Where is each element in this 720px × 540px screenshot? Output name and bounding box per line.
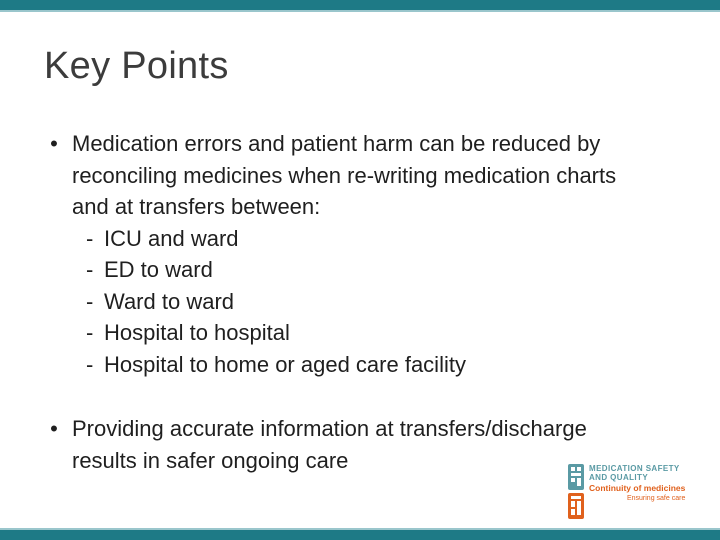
bullet-text-line: Medication errors and patient harm can be reduced by [72, 131, 601, 156]
bullet-text-line: reconciling medicines when re-writing medication charts [72, 162, 617, 188]
logo-text [589, 464, 685, 503]
logo-mark-icon [565, 462, 587, 522]
bullet-text-line: Providing accurate information at transfers/discharge [72, 416, 587, 441]
sub-list-item [44, 286, 684, 318]
bullet-text-line: results in safer ongoing care [72, 447, 349, 473]
slide-body [44, 128, 684, 476]
sub-item-label: Ward to ward [104, 288, 235, 314]
sub-item-label: ICU and ward [104, 225, 239, 251]
sub-item-label: Hospital to hospital [104, 320, 290, 345]
dash-glyph: - [86, 320, 94, 345]
sub-item-label: ED to ward [104, 257, 213, 282]
logo-tagline: Ensuring safe care [626, 495, 686, 502]
logo-line: Continuity of medicines [589, 483, 686, 493]
dash-glyph: - [86, 288, 94, 314]
bullet-glyph: • [50, 416, 58, 441]
logo-line: MEDICATION SAFETY [589, 464, 680, 473]
dash-glyph: - [86, 351, 94, 377]
dash-glyph: - [86, 225, 94, 251]
sub-list-item [44, 317, 684, 349]
transfer-list [44, 223, 684, 381]
bottom-accent-bar [0, 530, 720, 540]
sub-list-item [44, 223, 684, 255]
sub-item-label: Hospital to home or aged care facility [104, 351, 466, 377]
sub-list-item [44, 254, 684, 286]
bullet-item [44, 128, 684, 223]
top-accent-line [0, 10, 720, 12]
sub-list-item [44, 349, 684, 381]
medication-safety-logo [565, 462, 697, 526]
bullet-text-line: and at transfers between: [72, 194, 321, 219]
logo-line: AND QUALITY [589, 473, 649, 482]
spacer [44, 380, 684, 413]
top-accent-bar [0, 0, 720, 10]
slide-title: Key Points [44, 45, 229, 87]
bullet-glyph: • [50, 131, 58, 156]
dash-glyph: - [86, 257, 94, 282]
